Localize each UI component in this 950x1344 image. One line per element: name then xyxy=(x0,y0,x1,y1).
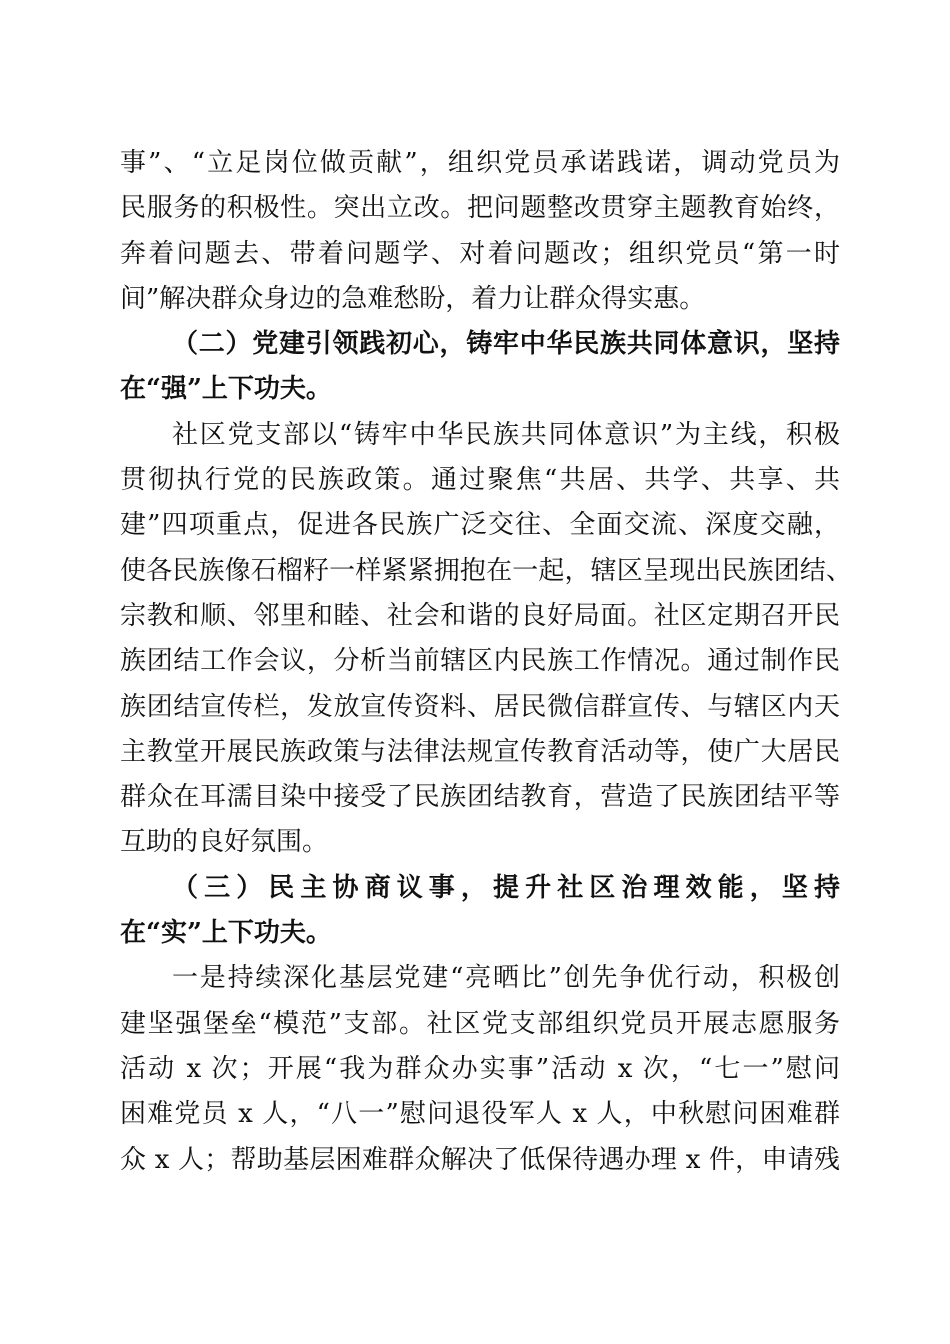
paragraph-line: 族团结工作会议，分析当前辖区内民族工作情况。通过制作民 xyxy=(120,646,840,677)
paragraph-line: 困难党员 x 人，“八一”慰问退役军人 x 人，中秋慰问困难群 xyxy=(120,1099,840,1130)
section-heading-3: （三）民主协商议事，提升社区治理效能，坚持 xyxy=(172,872,840,903)
section-heading-2: （二）党建引领践初心，铸牢中华民族共同体意识，坚持 xyxy=(172,329,840,360)
paragraph-line: 奔着问题去、带着问题学、对着问题改；组织党员“第一时 xyxy=(120,238,840,269)
paragraph-line: 贯彻执行党的民族政策。通过聚焦“共居、共学、共享、共 xyxy=(120,465,840,496)
paragraph-line: 众 x 人；帮助基层困难群众解决了低保待遇办理 x 件，申请残 xyxy=(120,1144,840,1175)
paragraph-line: 族团结宣传栏，发放宣传资料、居民微信群宣传、与辖区内天 xyxy=(120,691,840,722)
paragraph-line: 互助的良好氛围。 xyxy=(120,827,329,858)
paragraph-line: 事”、“立足岗位做贡献”，组织党员承诺践诺，调动党员为 xyxy=(120,148,840,178)
paragraph-line: 建”四项重点，促进各民族广泛交往、全面交流、深度交融， xyxy=(120,510,840,541)
paragraph-line: 间”解决群众身边的急难愁盼，着力让群众得实惠。 xyxy=(120,283,706,314)
paragraph-line: 一是持续深化基层党建“亮晒比”创先争优行动，积极创 xyxy=(172,963,840,994)
paragraph-line: 活动 x 次；开展“我为群众办实事”活动 x 次，“七一”慰问 xyxy=(120,1053,840,1084)
document-body xyxy=(120,141,852,1183)
paragraph-line: 社区党支部以“铸牢中华民族共同体意识”为主线，积极 xyxy=(172,419,840,450)
section-heading-3-cont: 在“实”上下功夫。 xyxy=(120,918,332,949)
paragraph-line: 建坚强堡垒“模范”支部。社区党支部组织党员开展志愿服务 xyxy=(120,1008,840,1039)
section-heading-2-cont: 在“强”上下功夫。 xyxy=(120,374,332,405)
paragraph-line: 主教堂开展民族政策与法律法规宣传教育活动等，使广大居民 xyxy=(120,736,840,767)
paragraph-line: 民服务的积极性。突出立改。把问题整改贯穿主题教育始终， xyxy=(120,193,840,224)
paragraph-line: 使各民族像石榴籽一样紧紧拥抱在一起，辖区呈现出民族团结、 xyxy=(120,555,852,586)
paragraph-line: 群众在耳濡目染中接受了民族团结教育，营造了民族团结平等 xyxy=(120,782,840,813)
paragraph-line: 宗教和顺、邻里和睦、社会和谐的良好局面。社区定期召开民 xyxy=(120,600,840,631)
